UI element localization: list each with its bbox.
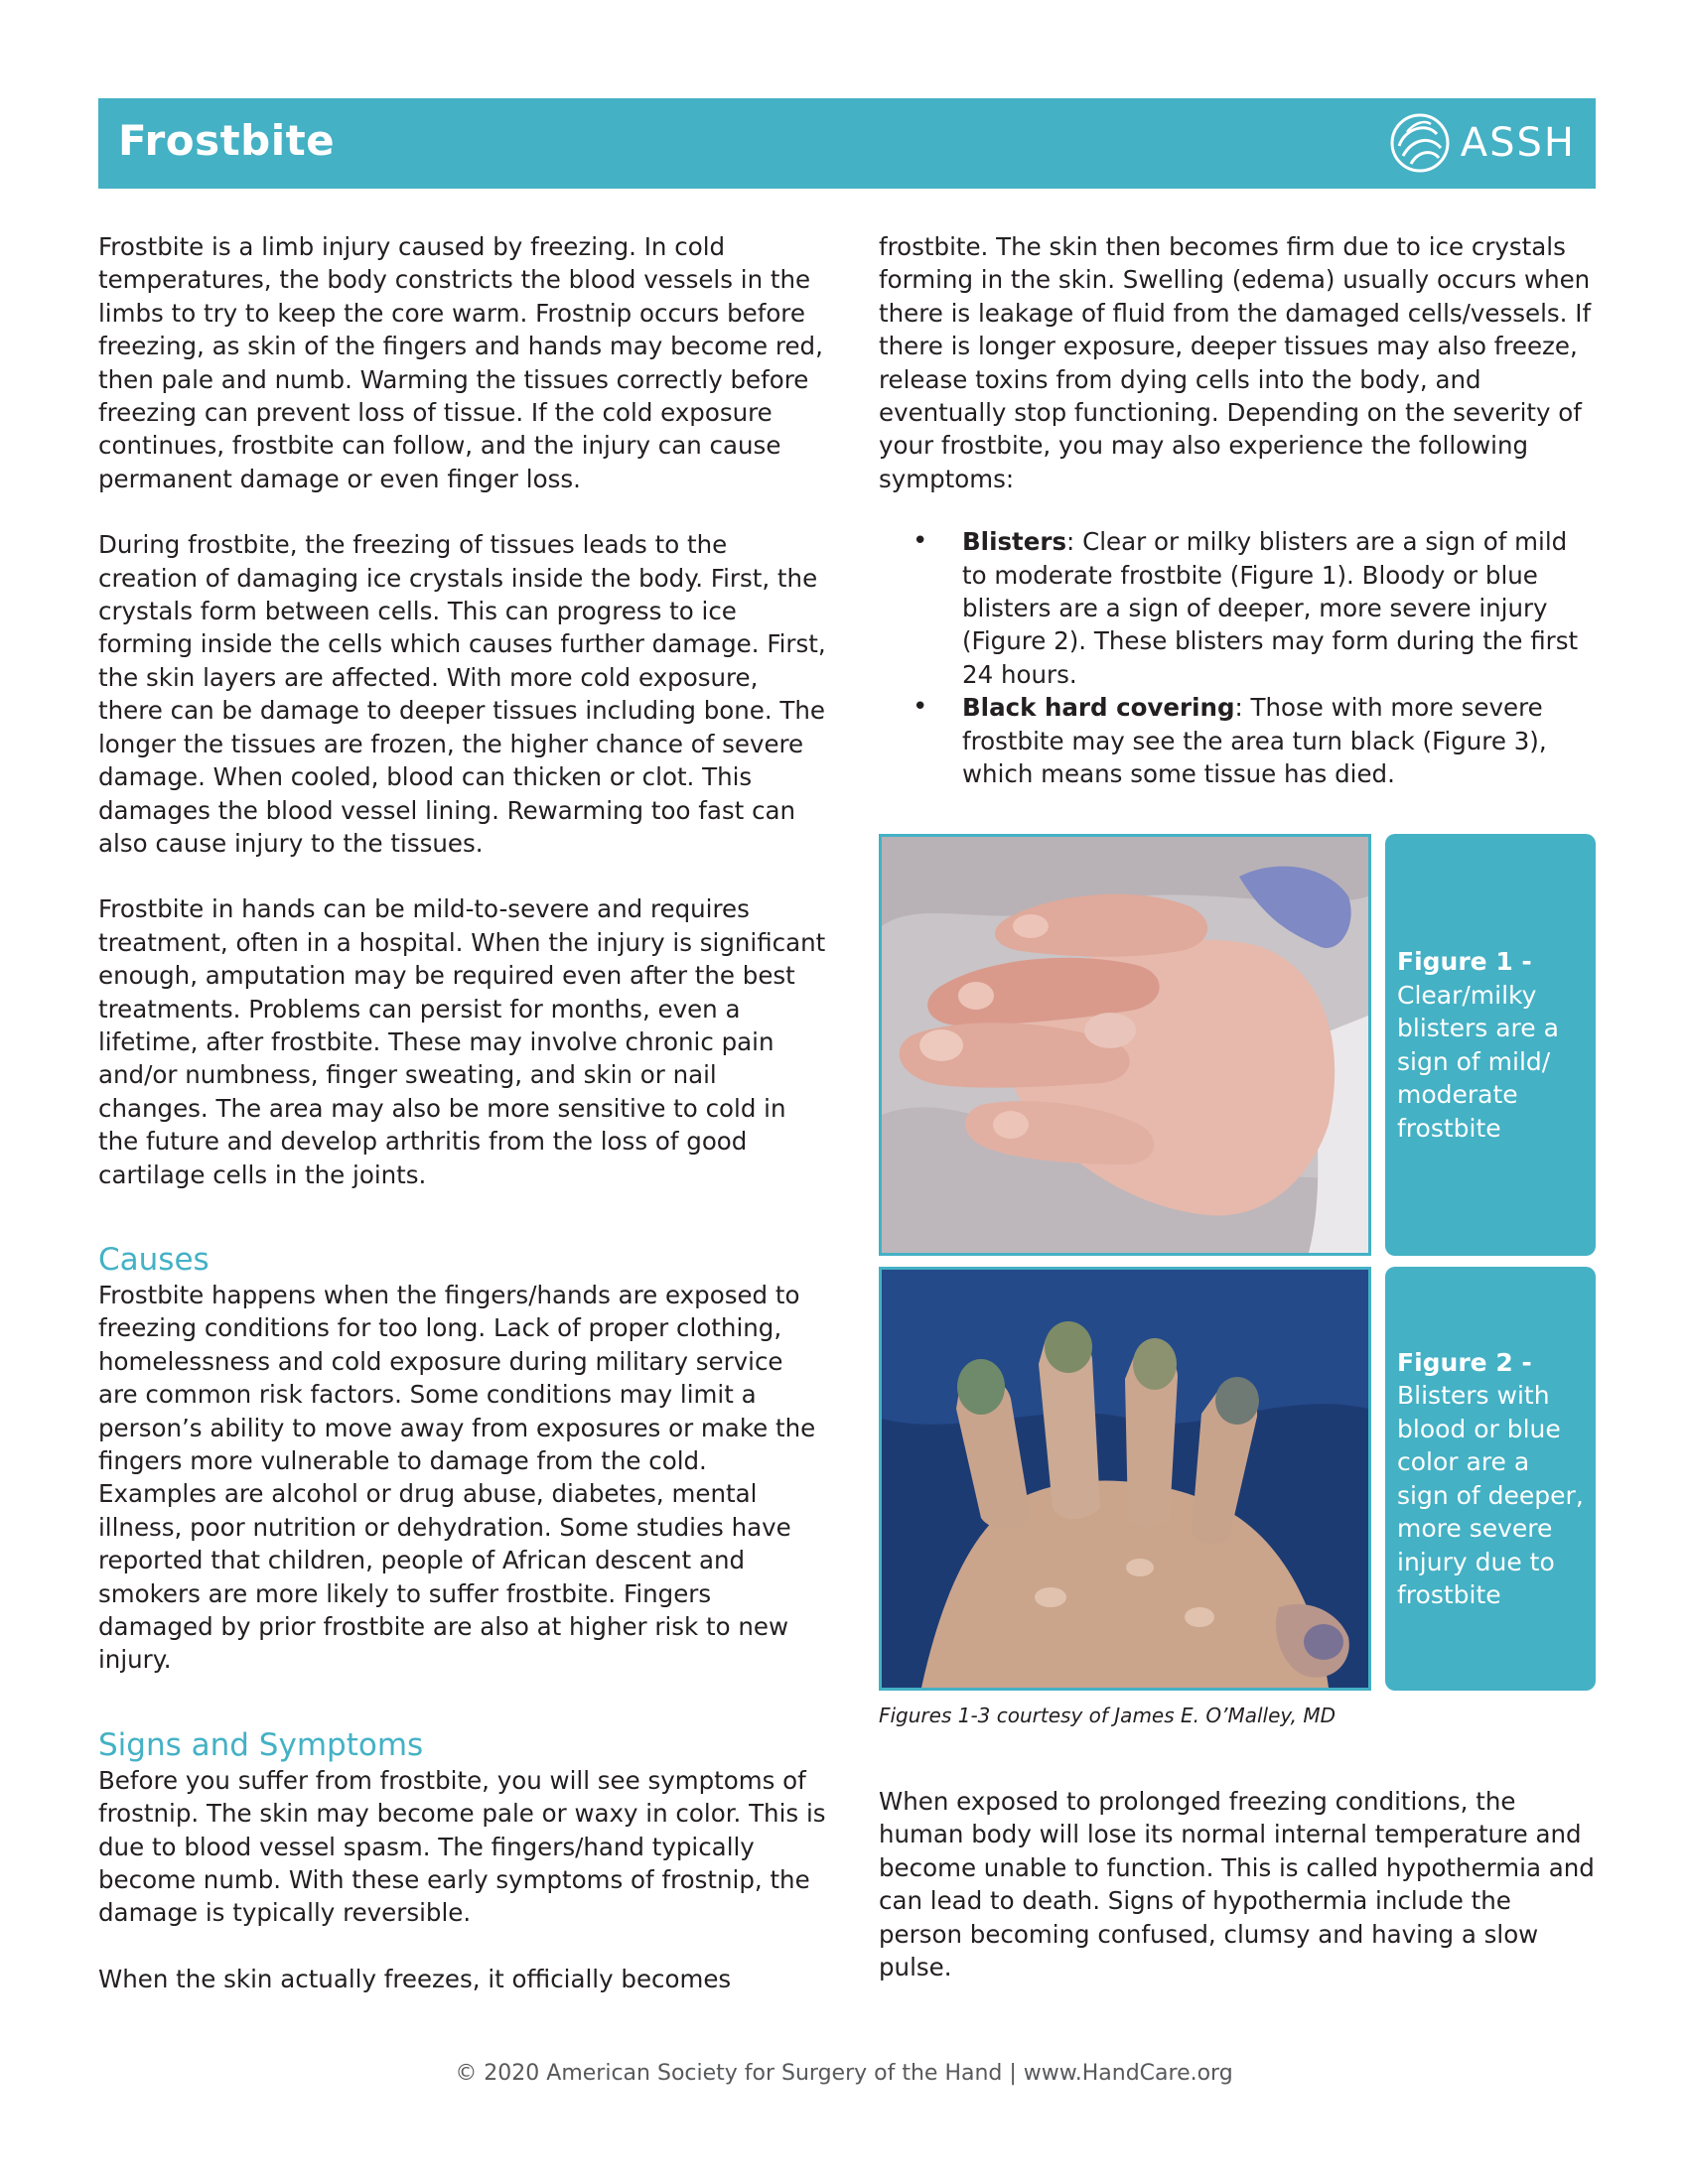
logo-text: ASSH (1460, 120, 1576, 166)
figure-2-caption-text: Blisters with blood or blue color are a sign of deeper, more severe injury due to frostbite (1397, 1381, 1584, 1609)
figure-1-caption (1385, 834, 1596, 1256)
symptoms-list (879, 525, 1596, 790)
figure-1-caption-text: Clear/milky blisters are a sign of mild/ moderate frostbite (1397, 980, 1559, 1143)
intro-paragraph-3: Frostbite in hands can be mild-to-severe and requires treatment, often in a hospital. When the injury is significant enough, amputation may be required even after the best treatments. Problems can persist for months, even a lifetime, after frostbite. These may involve chronic pain and/or numbness, finger sweating, and skin or nail changes. The area may also be more sensitive to cold in the future and develop arthritis from the loss of good cartilage cells in the joints. (98, 894, 826, 1189)
figure-2-label: Figure 2 - (1397, 1347, 1532, 1377)
hand-blue-blisters-image (882, 1270, 1368, 1688)
hypothermia-paragraph (879, 1785, 1596, 1983)
left-column (98, 230, 828, 1995)
continuation-paragraph: frostbite. The skin then becomes firm due to ice crystals forming in the skin. Swelling (edema) usually occurs when there is leakage of fluid from the damaged cells/vessels. If there is longer exposure, deeper tissues may also freeze, release toxins from dying cells into the body, and eventually stop functioning. Depending on the severity of your frostbite, you may also experience the following symptoms: (879, 232, 1592, 493)
signs-paragraph-1: Before you suffer from frostbite, you will see symptoms of frostnip. The skin may become pale or waxy in color. This is due to blood vessel spasm. The fingers/hand typically become numb. With these early symptoms of frostnip, the damage is typically reversible. (98, 1765, 826, 1928)
figure-2-photo (879, 1267, 1371, 1691)
symptom-term: Black hard covering (962, 693, 1235, 723)
figure-2-caption (1385, 1267, 1596, 1691)
signs-paragraph-2: When the skin actually freezes, it officially becomes (98, 1964, 732, 1993)
figure-1-photo (879, 834, 1371, 1256)
figure-credit: Figures 1-3 courtesy of James E. O’Malley, MD (879, 1704, 1336, 1727)
header-banner (98, 98, 1596, 189)
list-item (879, 525, 1596, 691)
figure-1-label: Figure 1 - (1397, 947, 1532, 976)
hypothermia-text: When exposed to prolonged freezing conditions, the human body will lose its normal internal temperature and become unable to function. This is called hypothermia and can lead to death. Signs of hypothermia include the person becoming confused, clumsy and having a slow pulse. (879, 1787, 1595, 1982)
intro-paragraph-1: Frostbite is a limb injury caused by freezing. In cold temperatures, the body constricts the blood vessels in the limbs to try to keep the core warm. Frostnip occurs before freezing, as skin of the fingers and hands may become red, then pale and numb. Warming the tissues correctly before freezing can prevent loss of tissue. If the cold exposure continues, frostbite can follow, and the injury can cause permanent damage or even finger loss. (98, 232, 823, 493)
list-item (879, 691, 1596, 790)
footer: © 2020 American Society for Surgery of the Hand | www.HandCare.org (455, 2061, 1233, 2086)
assh-swirl-icon (1385, 108, 1455, 178)
symptom-text: : Those with more severe frostbite may see the area turn black (Figure 3), which means some tissue has died. (962, 693, 1547, 789)
symptom-term: Blisters (962, 527, 1067, 557)
signs-heading: Signs and Symptoms (98, 1726, 424, 1763)
causes-paragraph: Frostbite happens when the fingers/hands are exposed to freezing conditions for too long. Lack of proper clothing, homelessness and cold exposure during military service are common risk factors. Some conditions may limit a person’s ability to move away from exposures or make the fingers more vulnerable to damage from the cold. Examples are alcohol or drug abuse, diabetes, mental illness, poor nutrition or dehydration. Some studies have reported that children, people of African descent and smokers are more likely to suffer frostbite. Fingers damaged by prior frostbite are also at higher risk to new injury. (98, 1280, 816, 1675)
page-title: Frostbite (118, 116, 336, 165)
intro-paragraph-2: During frostbite, the freezing of tissues leads to the creation of damaging ice crystals inside the body. First, the crystals form between cells. This can progress to ice forming inside the cells which causes further damage. First, the skin layers are affected. With more cold exposure, there can be damage to deeper tissues including bone. The longer the tissues are frozen, the higher chance of severe damage. When cooled, blood can thicken or clot. This damages the blood vessel lining. Rewarming too fast can also cause injury to the tissues. (98, 530, 826, 858)
figure-1 (879, 834, 1596, 1256)
causes-heading: Causes (98, 1241, 210, 1278)
right-column (879, 230, 1596, 791)
assh-logo (1385, 108, 1576, 178)
symptom-text: : Clear or milky blisters are a sign of mild to moderate frostbite (Figure 1). Bloody or blue blisters are a sign of deeper, more severe injury (Figure 2). These blisters may form during the first 24 hours. (962, 527, 1579, 689)
figure-2 (879, 1267, 1596, 1691)
hand-blisters-image (882, 837, 1368, 1253)
